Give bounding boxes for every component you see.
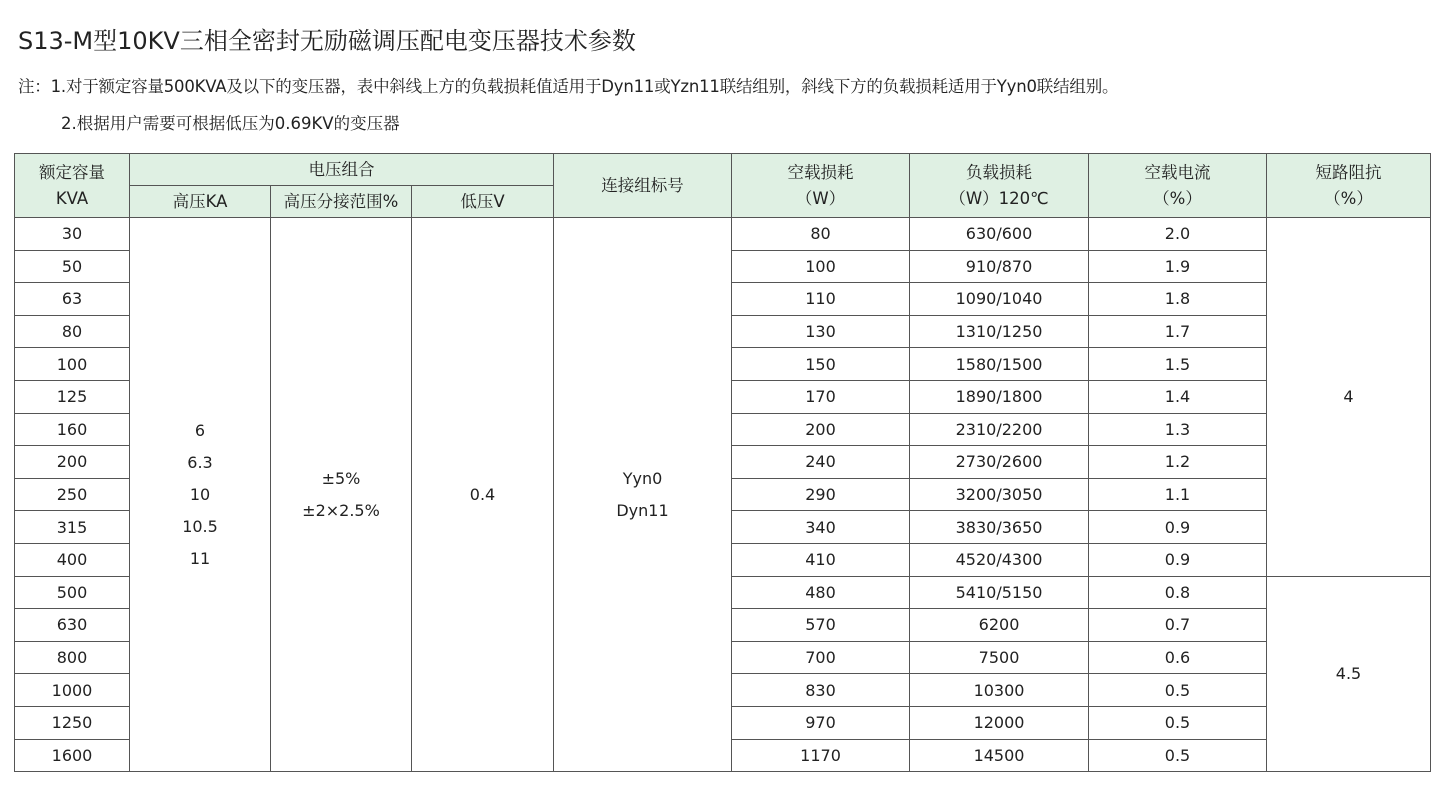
cell-noload-current: 1.7	[1089, 315, 1267, 348]
cell-load-loss: 4520/4300	[910, 543, 1089, 576]
cell-capacity: 125	[15, 380, 130, 413]
cell-noload-current: 1.2	[1089, 446, 1267, 479]
header-impedance	[1267, 154, 1431, 218]
header-lv: 低压V	[412, 186, 554, 218]
cell-noload-loss: 410	[732, 543, 910, 576]
cell-noload-loss: 240	[732, 446, 910, 479]
cell-load-loss: 5410/5150	[910, 576, 1089, 609]
cell-capacity: 30	[15, 218, 130, 251]
cell-load-loss: 2730/2600	[910, 446, 1089, 479]
note-2: 2.根据用户需要可根据低压为0.69KV的变压器	[61, 114, 400, 133]
cell-load-loss: 910/870	[910, 250, 1089, 283]
cell-load-loss: 1890/1800	[910, 380, 1089, 413]
hv-value: 6.3	[187, 452, 213, 472]
header-tap-range: 高压分接范围%	[271, 186, 412, 218]
cell-tap-merged	[271, 218, 412, 772]
header-noload-current-line1: 空载电流	[1144, 162, 1211, 182]
table-row	[15, 218, 1431, 251]
cell-capacity: 200	[15, 446, 130, 479]
cell-noload-loss: 1170	[732, 739, 910, 772]
cell-noload-loss: 700	[732, 641, 910, 674]
cell-capacity: 160	[15, 413, 130, 446]
cell-noload-loss: 150	[732, 348, 910, 381]
cell-load-loss: 1310/1250	[910, 315, 1089, 348]
cell-noload-loss: 970	[732, 706, 910, 739]
connection-value: Yyn0	[622, 468, 663, 488]
cell-load-loss: 3200/3050	[910, 478, 1089, 511]
header-capacity	[15, 154, 130, 218]
cell-noload-current: 1.9	[1089, 250, 1267, 283]
cell-noload-current: 0.7	[1089, 609, 1267, 642]
cell-impedance-a: 4	[1267, 218, 1431, 577]
cell-capacity: 50	[15, 250, 130, 283]
note-1: 注：1.对于额定容量500KVA及以下的变压器，表中斜线上方的负载损耗值适用于Dyn11或Yzn11联结组别，斜线下方的负载损耗适用于Yyn0联结组别。	[18, 77, 1119, 96]
tap-value: ±5%	[321, 468, 361, 488]
cell-noload-loss: 200	[732, 413, 910, 446]
cell-noload-loss: 130	[732, 315, 910, 348]
cell-noload-loss: 290	[732, 478, 910, 511]
cell-noload-current: 0.9	[1089, 511, 1267, 544]
cell-capacity: 1250	[15, 706, 130, 739]
cell-capacity: 630	[15, 609, 130, 642]
cell-capacity: 100	[15, 348, 130, 381]
cell-noload-loss: 340	[732, 511, 910, 544]
cell-noload-loss: 570	[732, 609, 910, 642]
header-impedance-line2: （%）	[1324, 188, 1373, 208]
cell-noload-current: 1.5	[1089, 348, 1267, 381]
cell-load-loss: 12000	[910, 706, 1089, 739]
cell-noload-current: 0.5	[1089, 674, 1267, 707]
cell-noload-current: 2.0	[1089, 218, 1267, 251]
cell-capacity: 500	[15, 576, 130, 609]
cell-load-loss: 2310/2200	[910, 413, 1089, 446]
cell-noload-loss: 830	[732, 674, 910, 707]
cell-load-loss: 6200	[910, 609, 1089, 642]
cell-noload-loss: 480	[732, 576, 910, 609]
hv-value: 10.5	[182, 516, 218, 536]
cell-noload-current: 0.8	[1089, 576, 1267, 609]
header-load-loss	[910, 154, 1089, 218]
cell-noload-loss: 110	[732, 283, 910, 316]
cell-load-loss: 1580/1500	[910, 348, 1089, 381]
cell-connection-merged	[554, 218, 732, 772]
header-capacity-line1: 额定容量	[39, 162, 105, 182]
cell-capacity: 400	[15, 543, 130, 576]
page-title: S13-M型10KV三相全密封无励磁调压配电变压器技术参数	[18, 27, 636, 55]
cell-noload-loss: 100	[732, 250, 910, 283]
hv-value: 6	[194, 420, 206, 440]
cell-noload-loss: 170	[732, 380, 910, 413]
header-impedance-line1: 短路阻抗	[1315, 162, 1382, 182]
header-voltage-group: 电压组合	[130, 154, 554, 186]
header-connection: 连接组标号	[554, 154, 732, 218]
cell-load-loss: 7500	[910, 641, 1089, 674]
header-capacity-line2: KVA	[55, 188, 89, 208]
header-noload-loss-line1: 空载损耗	[787, 162, 854, 182]
header-noload-current-line2: （%）	[1153, 188, 1202, 208]
connection-value: Dyn11	[616, 500, 669, 520]
header-hv: 高压KA	[130, 186, 271, 218]
tap-value: ±2×2.5%	[302, 500, 380, 520]
cell-noload-loss: 80	[732, 218, 910, 251]
cell-capacity: 80	[15, 315, 130, 348]
cell-capacity: 315	[15, 511, 130, 544]
spec-table	[14, 153, 1431, 772]
cell-hv-merged	[130, 218, 271, 772]
cell-capacity: 250	[15, 478, 130, 511]
cell-impedance-b: 4.5	[1267, 576, 1431, 772]
cell-noload-current: 1.8	[1089, 283, 1267, 316]
cell-noload-current: 1.4	[1089, 380, 1267, 413]
cell-load-loss: 14500	[910, 739, 1089, 772]
cell-noload-current: 1.1	[1089, 478, 1267, 511]
hv-value: 11	[189, 548, 211, 568]
hv-value: 10	[189, 484, 211, 504]
cell-capacity: 1600	[15, 739, 130, 772]
cell-noload-current: 0.5	[1089, 706, 1267, 739]
cell-load-loss: 3830/3650	[910, 511, 1089, 544]
cell-noload-current: 1.3	[1089, 413, 1267, 446]
cell-noload-current: 0.5	[1089, 739, 1267, 772]
header-noload-loss-line2: （W）	[795, 188, 846, 208]
header-load-loss-line2: （W）120℃	[949, 188, 1049, 208]
header-noload-loss	[732, 154, 910, 218]
cell-capacity: 800	[15, 641, 130, 674]
cell-capacity: 1000	[15, 674, 130, 707]
cell-load-loss: 630/600	[910, 218, 1089, 251]
header-noload-current	[1089, 154, 1267, 218]
cell-load-loss: 1090/1040	[910, 283, 1089, 316]
cell-noload-current: 0.9	[1089, 543, 1267, 576]
header-load-loss-line1: 负载损耗	[966, 162, 1033, 182]
cell-capacity: 63	[15, 283, 130, 316]
cell-lv-merged: 0.4	[412, 218, 554, 772]
cell-noload-current: 0.6	[1089, 641, 1267, 674]
cell-load-loss: 10300	[910, 674, 1089, 707]
